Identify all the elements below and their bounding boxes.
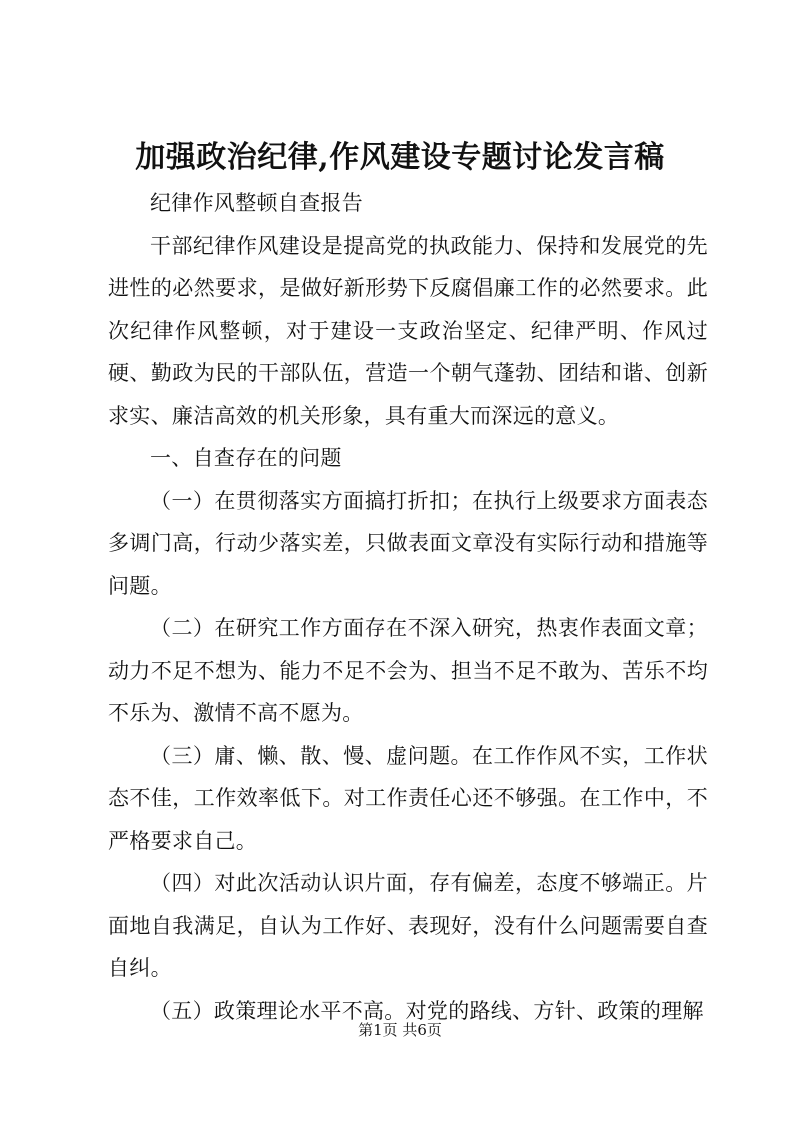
- document-title: 加强政治纪律,作风建设专题讨论发言稿: [135, 140, 665, 175]
- paragraph-item-3: （三）庸、懒、散、慢、虚问题。在工作作风不实，工作状态不佳，工作效率低下。对工作责任心还不够强。在工作中，不严格要求自己。: [108, 743, 708, 853]
- paragraph-item-5: （五）政策理论水平不高。对党的路线、方针、政策的理解: [150, 998, 704, 1023]
- page-number-footer: 第1页 共6页: [358, 1021, 442, 1039]
- paragraph-item-2: （二）在研究工作方面存在不深入研究，热衷作表面文章；动力不足不想为、能力不足不会为、担当不足不敢为、苦乐不均不乐为、激情不高不愿为。: [108, 616, 708, 725]
- paragraph-intro: 干部纪律作风建设是提高党的执政能力、保持和发展党的先进性的必然要求，是做好新形势下反腐倡廉工作的必然要求。此次纪律作风整顿，对于建设一支政治坚定、纪律严明、作风过硬、勤政为民的干部队伍，营造一个朝气蓬勃、团结和谐、创新求实、廉洁高效的机关形象，具有重大而深远的意义。: [108, 233, 708, 428]
- paragraph-report-heading: 纪律作风整顿自查报告: [150, 191, 363, 215]
- paragraph-item-1: （一）在贯彻落实方面搞打折扣；在执行上级要求方面表态多调门高，行动少落实差，只做表面文章没有实际行动和措施等问题。: [108, 488, 708, 598]
- section-heading-problems: 一、自查存在的问题: [150, 446, 342, 470]
- document-body: [108, 182, 708, 1032]
- paragraph-item-4: （四）对此次活动认识片面，存有偏差，态度不够端正。片面地自我满足，自认为工作好、表现好，没有什么问题需要自查自纠。: [108, 871, 708, 980]
